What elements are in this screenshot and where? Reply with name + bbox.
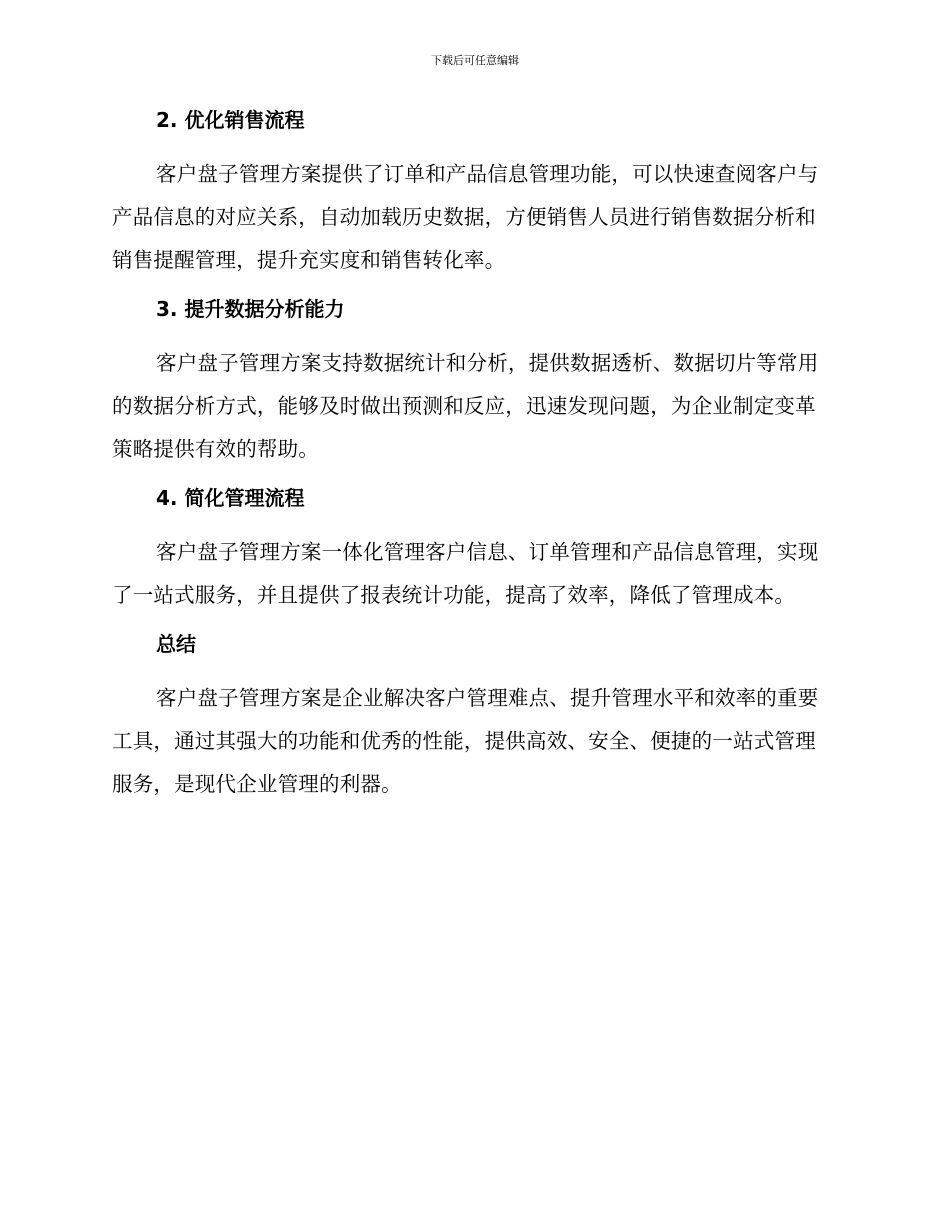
document-body <box>112 105 832 818</box>
section-heading: 3. 提升数据分析能力 <box>156 297 345 321</box>
section-simplify-management <box>112 483 832 617</box>
page-header-note: 下载后可任意编辑 <box>431 54 519 67</box>
section-paragraph: 客户盘子管理方案提供了订单和产品信息管理功能，可以快速查阅客户与产品信息的对应关系，自动加载历史数据，方便销售人员进行销售数据分析和销售提醒管理，提升充实度和销售转化率。 <box>112 162 819 272</box>
section-summary <box>112 629 832 806</box>
section-paragraph: 客户盘子管理方案一体化管理客户信息、订单管理和产品信息管理，实现了一站式服务，并且提供了报表统计功能，提高了效率，降低了管理成本。 <box>112 540 819 607</box>
section-heading: 4. 简化管理流程 <box>156 486 305 510</box>
section-paragraph: 客户盘子管理方案是企业解决客户管理难点、提升管理水平和效率的重要工具，通过其强大的功能和优秀的性能，提供高效、安全、便捷的一站式管理服务，是现代企业管理的利器。 <box>112 686 819 796</box>
section-optimize-sales <box>112 105 832 282</box>
section-paragraph: 客户盘子管理方案支持数据统计和分析，提供数据透析、数据切片等常用的数据分析方式，能够及时做出预测和反应，迅速发现问题，为企业制定变革策略提供有效的帮助。 <box>112 351 819 461</box>
section-data-analysis <box>112 294 832 471</box>
section-heading: 总结 <box>156 632 196 656</box>
section-heading: 2. 优化销售流程 <box>156 108 305 132</box>
